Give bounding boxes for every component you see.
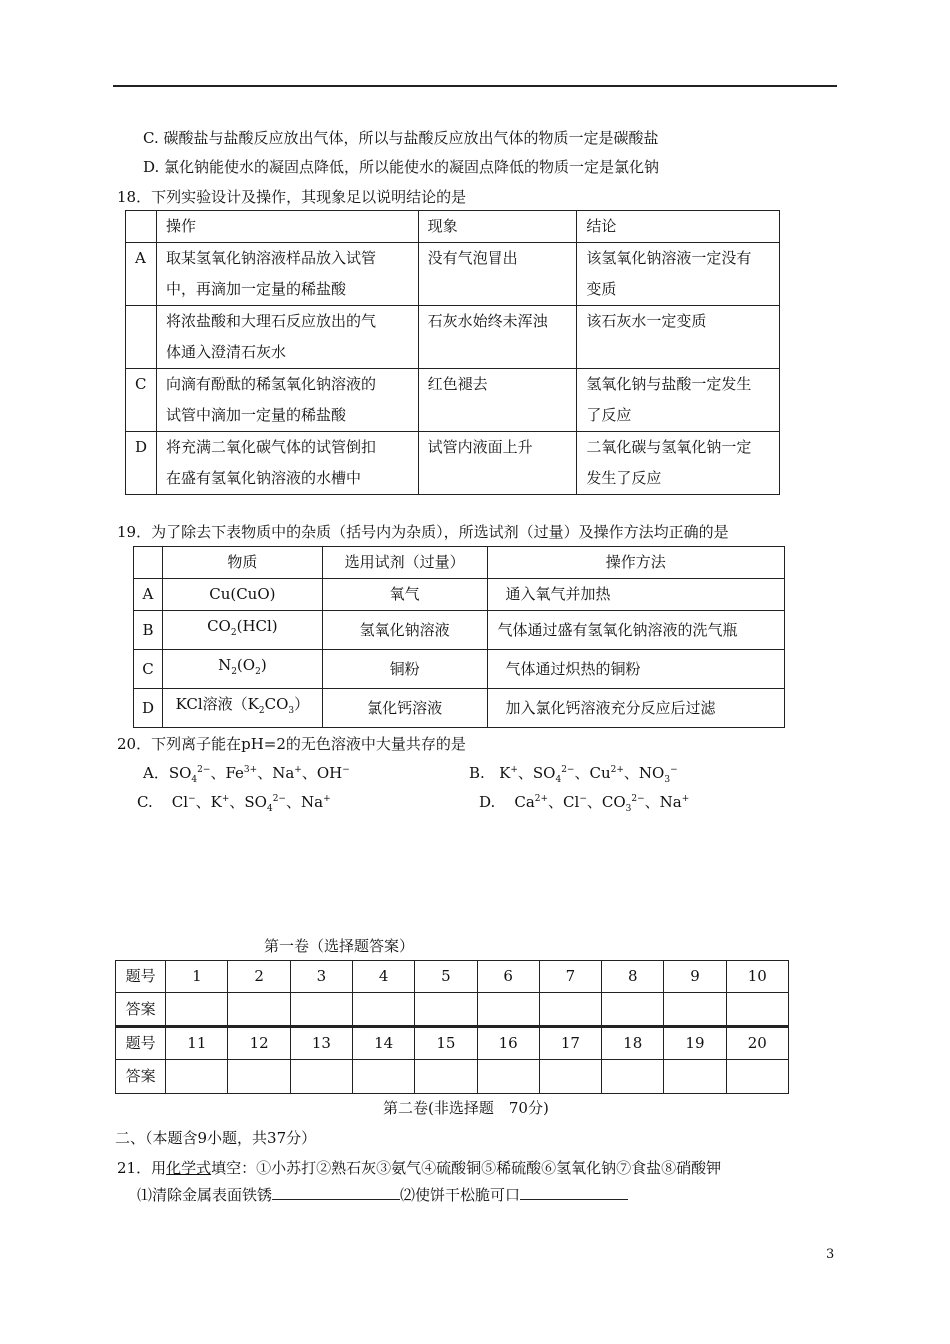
num-cell: 3	[290, 961, 352, 993]
row-conclusion	[577, 369, 780, 432]
row-conclusion	[577, 306, 780, 369]
row-reagent: 氯化钙溶液	[322, 689, 487, 728]
q18-row-d	[126, 432, 780, 495]
row-operation	[157, 243, 419, 306]
answer-cell[interactable]	[228, 1060, 290, 1094]
q20-stem: 20．下列离子能在pH=2的无色溶液中大量共存的是	[117, 735, 466, 753]
answer-cell[interactable]	[477, 993, 539, 1027]
answer-cell[interactable]	[664, 993, 726, 1027]
answer-cell[interactable]	[415, 1060, 477, 1094]
answer-cell[interactable]	[166, 1060, 228, 1094]
q19-stem: 19．为了除去下表物质中的杂质（括号内为杂质），所选试剂（过量）及操作方法均正确的是	[117, 523, 729, 541]
num-cell: 14	[353, 1027, 415, 1060]
q19-header-substance: 物质	[162, 547, 322, 579]
row-key: A	[134, 579, 163, 611]
answer-table-title: 第一卷（选择题答案）	[264, 937, 415, 955]
q18-header-phenomenon: 现象	[418, 211, 577, 243]
num-cell: 6	[477, 961, 539, 993]
q18-header-conclusion: 结论	[577, 211, 780, 243]
row-phenomenon: 红色褪去	[418, 369, 577, 432]
answer-blank-1[interactable]	[272, 1185, 400, 1200]
row-method: 加入氯化钙溶液充分反应后过滤	[487, 689, 785, 728]
q19-row-a	[134, 579, 785, 611]
q19-header-row	[134, 547, 785, 579]
answer-cell[interactable]	[228, 993, 290, 1027]
num-cell: 12	[228, 1027, 290, 1060]
num-cell: 8	[602, 961, 664, 993]
q18-header-row	[126, 211, 780, 243]
q19-header-key	[134, 547, 163, 579]
row-substance: KCl溶液$(K_2CO_3)$	[162, 689, 322, 728]
answer-blank-2[interactable]	[520, 1185, 628, 1200]
op-line2: 试管中滴加一定量的稀盐酸	[166, 406, 347, 424]
row-key: C	[134, 650, 163, 689]
answer-cell[interactable]	[726, 993, 788, 1027]
row-phenomenon: 石灰水始终未浑浊	[418, 306, 577, 369]
answer-cell[interactable]	[664, 1060, 726, 1094]
conc-line1: 二氧化碳与氢氧化钠一定	[586, 438, 752, 456]
row-operation	[157, 306, 419, 369]
answer-row-2	[116, 1060, 789, 1094]
section-heading: 二、（本题含9小题，共37分）	[115, 1129, 317, 1147]
row-key: B	[134, 611, 163, 650]
op-line2: 在盛有氢氧化钠溶液的水槽中	[166, 469, 362, 487]
q19-row-c	[134, 650, 785, 689]
q21-sub2: ⑵使饼干松脆可口	[400, 1186, 521, 1204]
answer-num-row-1	[116, 961, 789, 993]
op-line2: 中，再滴加一定量的稀盐酸	[166, 280, 347, 298]
q19-row-d	[134, 689, 785, 728]
answer-cell[interactable]	[290, 993, 352, 1027]
row-conclusion	[577, 432, 780, 495]
row-substance: $N_2(O_2)$	[162, 650, 322, 689]
row-label: 答案	[116, 1060, 166, 1094]
row-conclusion	[577, 243, 780, 306]
op-line2: 体通入澄清石灰水	[166, 343, 287, 361]
page-number: 3	[826, 1247, 835, 1262]
row-key	[126, 306, 157, 369]
conc-line2: 发生了反应	[586, 469, 662, 487]
row-method: 气体通过盛有氢氧化钠溶液的洗气瓶	[487, 611, 785, 650]
num-cell: 20	[726, 1027, 788, 1060]
num-cell: 18	[602, 1027, 664, 1060]
num-cell: 13	[290, 1027, 352, 1060]
q20-option-d: D. $Ca^{2+}$、Cl−、$CO_3^{2-}$、Na+	[479, 793, 690, 814]
row-label: 答案	[116, 993, 166, 1027]
row-phenomenon: 没有气泡冒出	[418, 243, 577, 306]
answer-table	[115, 960, 789, 1094]
num-cell: 17	[539, 1027, 601, 1060]
num-cell: 7	[539, 961, 601, 993]
q17-option-d: D. 氯化钠能使水的凝固点降低，所以能使水的凝固点降低的物质一定是氯化钠	[143, 158, 660, 176]
row-phenomenon: 试管内液面上升	[418, 432, 577, 495]
op-line1: 向滴有酚酞的稀氢氧化钠溶液的	[166, 375, 377, 393]
row-operation	[157, 432, 419, 495]
conc-line2: 变质	[586, 280, 617, 298]
q18-header-key	[126, 211, 157, 243]
num-cell: 16	[477, 1027, 539, 1060]
row-substance: Cu(CuO)	[162, 579, 322, 611]
row-substance: $CO_2(HCl)$	[162, 611, 322, 650]
num-cell: 2	[228, 961, 290, 993]
row-key: A	[126, 243, 157, 306]
q18-row-a	[126, 243, 780, 306]
num-cell: 15	[415, 1027, 477, 1060]
q20-option-c: C. Cl−、K+、$SO_4^{2-}$、Na+	[137, 793, 331, 814]
op-line1: 将浓盐酸和大理石反应放出的气	[166, 312, 377, 330]
answer-cell[interactable]	[602, 993, 664, 1027]
q21-sub1: ⑴清除金属表面铁锈	[137, 1186, 273, 1204]
part2-title: 第二卷(非选择题 70分)	[383, 1099, 549, 1117]
answer-cell[interactable]	[539, 993, 601, 1027]
row-reagent: 氧气	[322, 579, 487, 611]
q19-row-b	[134, 611, 785, 650]
q21-stem: 21．用化学式填空：①小苏打②熟石灰③氨气④硫酸铜⑤稀硫酸⑥氢氧化钠⑦食盐⑧硝酸钾	[117, 1159, 722, 1177]
answer-row-1	[116, 993, 789, 1027]
row-key: C	[126, 369, 157, 432]
answer-cell[interactable]	[353, 993, 415, 1027]
q19-header-reagent: 选用试剂（过量）	[322, 547, 487, 579]
num-cell: 1	[166, 961, 228, 993]
q18-row-b	[126, 306, 780, 369]
q17-option-c: C. 碳酸盐与盐酸反应放出气体，所以与盐酸反应放出气体的物质一定是碳酸盐	[143, 129, 659, 147]
answer-cell[interactable]	[166, 993, 228, 1027]
conc-line1: 该氢氧化钠溶液一定没有	[586, 249, 752, 267]
conc-line1: 该石灰水一定变质	[586, 312, 707, 330]
header-rule	[113, 85, 837, 87]
q18-header-op: 操作	[157, 211, 419, 243]
answer-cell[interactable]	[415, 993, 477, 1027]
q18-row-c	[126, 369, 780, 432]
answer-cell[interactable]	[290, 1060, 352, 1094]
num-cell: 10	[726, 961, 788, 993]
row-label: 题号	[116, 961, 166, 993]
q21-subquestions	[137, 1184, 628, 1205]
answer-cell[interactable]	[726, 1060, 788, 1094]
row-reagent: 铜粉	[322, 650, 487, 689]
q20-option-a: A．$SO_4^{2-}$、$Fe^{3+}$、Na+、OH−	[143, 764, 350, 785]
row-operation	[157, 369, 419, 432]
conc-line1: 氢氧化钠与盐酸一定发生	[586, 375, 752, 393]
row-label: 题号	[116, 1027, 166, 1060]
num-cell: 11	[166, 1027, 228, 1060]
q18-table	[125, 210, 780, 495]
q19-table	[133, 546, 785, 728]
row-key: D	[126, 432, 157, 495]
q18-stem: 18．下列实验设计及操作，其现象足以说明结论的是	[117, 188, 467, 206]
num-cell: 9	[664, 961, 726, 993]
row-method: 气体通过炽热的铜粉	[487, 650, 785, 689]
op-line1: 取某氢氧化钠溶液样品放入试管	[166, 249, 377, 267]
num-cell: 19	[664, 1027, 726, 1060]
op-line1: 将充满二氧化碳气体的试管倒扣	[166, 438, 377, 456]
q20-option-b: B. K+、$SO_4^{2-}$、$Cu^{2+}$、$NO_3^-$	[469, 764, 678, 785]
row-key: D	[134, 689, 163, 728]
row-method: 通入氧气并加热	[487, 579, 785, 611]
num-cell: 5	[415, 961, 477, 993]
conc-line2: 了反应	[586, 406, 632, 424]
answer-cell[interactable]	[602, 1060, 664, 1094]
answer-cell[interactable]	[539, 1060, 601, 1094]
answer-cell[interactable]	[353, 1060, 415, 1094]
answer-num-row-2	[116, 1027, 789, 1060]
answer-cell[interactable]	[477, 1060, 539, 1094]
row-reagent: 氢氧化钠溶液	[322, 611, 487, 650]
num-cell: 4	[353, 961, 415, 993]
q19-header-method: 操作方法	[487, 547, 785, 579]
